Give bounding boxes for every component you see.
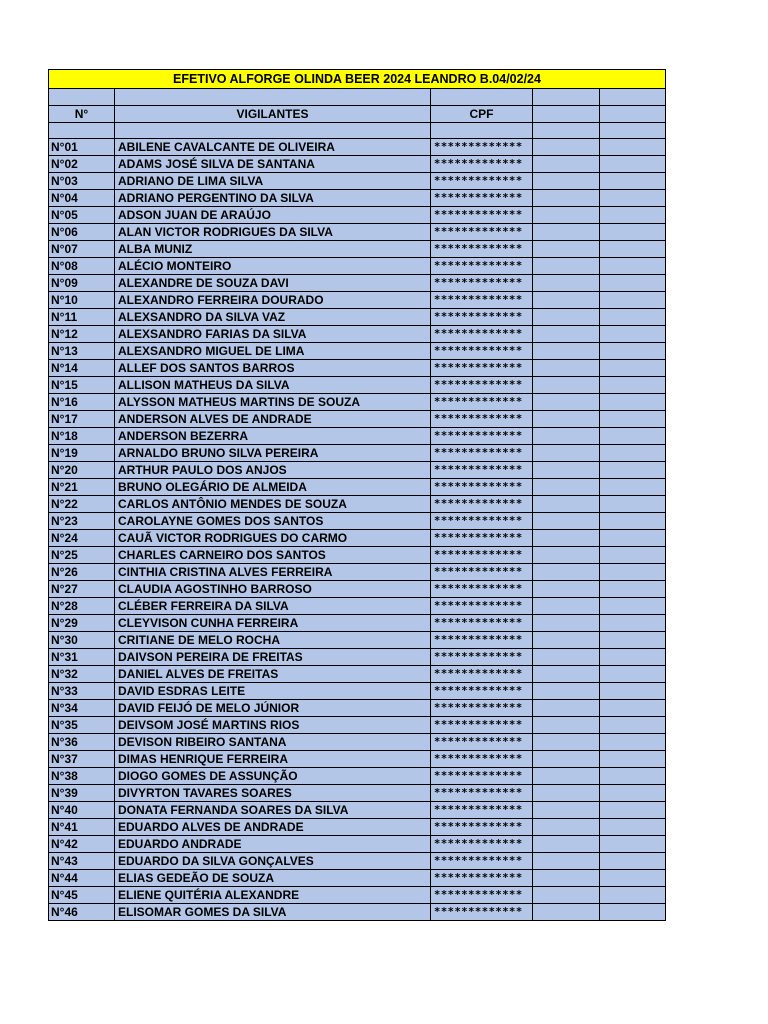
guard-name[interactable]: CHARLES CARNEIRO DOS SANTOS: [115, 547, 431, 564]
empty-cell[interactable]: [533, 105, 600, 122]
cpf-value[interactable]: *************: [431, 445, 533, 462]
blank-row: [49, 122, 666, 139]
empty-cell[interactable]: [533, 513, 600, 530]
cpf-value[interactable]: *************: [431, 377, 533, 394]
empty-cell[interactable]: [431, 89, 533, 106]
empty-cell[interactable]: [533, 564, 600, 581]
empty-cell[interactable]: [533, 700, 600, 717]
table-row: [49, 513, 666, 530]
empty-cell[interactable]: [600, 326, 666, 343]
guard-name[interactable]: DAVID ESDRAS LEITE: [115, 683, 431, 700]
empty-cell[interactable]: [533, 428, 600, 445]
table-row: [49, 411, 666, 428]
empty-cell[interactable]: [533, 173, 600, 190]
cpf-value[interactable]: *************: [431, 751, 533, 768]
table-row: [49, 700, 666, 717]
guard-name[interactable]: ALEXSANDRO FARIAS DA SILVA: [115, 326, 431, 343]
cpf-value[interactable]: *************: [431, 275, 533, 292]
empty-cell[interactable]: [533, 819, 600, 836]
empty-cell[interactable]: [600, 105, 666, 122]
empty-cell[interactable]: [533, 377, 600, 394]
empty-cell[interactable]: [533, 785, 600, 802]
empty-cell[interactable]: [533, 479, 600, 496]
guard-name[interactable]: ARTHUR PAULO DOS ANJOS: [115, 462, 431, 479]
empty-cell[interactable]: [533, 598, 600, 615]
table-row: [49, 241, 666, 258]
guard-name[interactable]: DAVID FEIJÓ DE MELO JÚNIOR: [115, 700, 431, 717]
row-number[interactable]: N°24: [49, 530, 115, 547]
table-row: [49, 887, 666, 904]
guard-name[interactable]: ELIENE QUITÉRIA ALEXANDRE: [115, 887, 431, 904]
table-row: [49, 734, 666, 751]
guard-name[interactable]: EDUARDO ALVES DE ANDRADE: [115, 819, 431, 836]
empty-cell[interactable]: [533, 275, 600, 292]
row-number[interactable]: N°07: [49, 241, 115, 258]
empty-cell[interactable]: [600, 479, 666, 496]
empty-cell[interactable]: [600, 445, 666, 462]
cpf-value[interactable]: *************: [431, 547, 533, 564]
guard-name[interactable]: CAROLAYNE GOMES DOS SANTOS: [115, 513, 431, 530]
empty-cell[interactable]: [533, 649, 600, 666]
empty-cell[interactable]: [533, 836, 600, 853]
cpf-value[interactable]: *************: [431, 802, 533, 819]
header-row: [49, 105, 666, 122]
table-row: [49, 785, 666, 802]
empty-cell[interactable]: [600, 309, 666, 326]
cpf-value[interactable]: *************: [431, 632, 533, 649]
cpf-value[interactable]: *************: [431, 360, 533, 377]
table-row: [49, 547, 666, 564]
guard-name[interactable]: DANIEL ALVES DE FREITAS: [115, 666, 431, 683]
table-row: [49, 360, 666, 377]
empty-cell[interactable]: [600, 394, 666, 411]
guard-name[interactable]: ALÉCIO MONTEIRO: [115, 258, 431, 275]
empty-cell[interactable]: [533, 581, 600, 598]
empty-cell[interactable]: [600, 717, 666, 734]
table-row: [49, 632, 666, 649]
table-row: [49, 207, 666, 224]
empty-cell[interactable]: [533, 683, 600, 700]
empty-cell[interactable]: [533, 309, 600, 326]
guard-name[interactable]: ALBA MUNIZ: [115, 241, 431, 258]
row-number[interactable]: N°11: [49, 309, 115, 326]
row-number[interactable]: N°46: [49, 904, 115, 921]
guard-name[interactable]: ANDERSON ALVES DE ANDRADE: [115, 411, 431, 428]
cpf-value[interactable]: *************: [431, 173, 533, 190]
row-number[interactable]: N°04: [49, 190, 115, 207]
empty-cell[interactable]: [600, 547, 666, 564]
guard-name[interactable]: ALLISON MATHEUS DA SILVA: [115, 377, 431, 394]
blank-row: [49, 89, 666, 106]
empty-cell[interactable]: [533, 207, 600, 224]
cpf-value[interactable]: *************: [431, 615, 533, 632]
empty-cell[interactable]: [533, 241, 600, 258]
empty-cell[interactable]: [115, 89, 431, 106]
row-number[interactable]: N°17: [49, 411, 115, 428]
empty-cell[interactable]: [600, 785, 666, 802]
row-number[interactable]: N°39: [49, 785, 115, 802]
table-row: [49, 836, 666, 853]
table-row: [49, 326, 666, 343]
table-row: [49, 853, 666, 870]
guard-name[interactable]: ARNALDO BRUNO SILVA PEREIRA: [115, 445, 431, 462]
guard-name[interactable]: CLAUDIA AGOSTINHO BARROSO: [115, 581, 431, 598]
empty-cell[interactable]: [600, 632, 666, 649]
cpf-value[interactable]: *************: [431, 309, 533, 326]
table-row: [49, 598, 666, 615]
guard-name[interactable]: EDUARDO DA SILVA GONÇALVES: [115, 853, 431, 870]
guard-name[interactable]: ADAMS JOSÉ SILVA DE SANTANA: [115, 156, 431, 173]
empty-cell[interactable]: [533, 292, 600, 309]
guard-name[interactable]: ALEXANDRO FERREIRA DOURADO: [115, 292, 431, 309]
table-row: [49, 258, 666, 275]
empty-cell[interactable]: [600, 734, 666, 751]
guard-name[interactable]: CAUÃ VICTOR RODRIGUES DO CARMO: [115, 530, 431, 547]
row-number[interactable]: N°35: [49, 717, 115, 734]
cpf-value[interactable]: *************: [431, 394, 533, 411]
cpf-value[interactable]: *************: [431, 581, 533, 598]
table-row: [49, 530, 666, 547]
empty-cell[interactable]: [600, 139, 666, 156]
empty-cell[interactable]: [533, 326, 600, 343]
table-row: [49, 564, 666, 581]
empty-cell[interactable]: [49, 89, 115, 106]
row-number[interactable]: N°16: [49, 394, 115, 411]
cpf-value[interactable]: *************: [431, 683, 533, 700]
cpf-value[interactable]: *************: [431, 734, 533, 751]
table-row: [49, 445, 666, 462]
table-row: [49, 581, 666, 598]
cpf-value[interactable]: *************: [431, 853, 533, 870]
guard-name[interactable]: CLEYVISON CUNHA FERREIRA: [115, 615, 431, 632]
empty-cell[interactable]: [49, 122, 115, 139]
cpf-value[interactable]: *************: [431, 479, 533, 496]
cpf-value[interactable]: *************: [431, 462, 533, 479]
empty-cell[interactable]: [533, 734, 600, 751]
table-row: [49, 173, 666, 190]
empty-cell[interactable]: [600, 615, 666, 632]
table-row: [49, 394, 666, 411]
cpf-value[interactable]: *************: [431, 700, 533, 717]
row-number[interactable]: N°36: [49, 734, 115, 751]
empty-cell[interactable]: [600, 819, 666, 836]
empty-cell[interactable]: [533, 411, 600, 428]
guard-name[interactable]: DAIVSON PEREIRA DE FREITAS: [115, 649, 431, 666]
table-row: [49, 666, 666, 683]
empty-cell[interactable]: [533, 139, 600, 156]
empty-cell[interactable]: [600, 89, 666, 106]
row-number[interactable]: N°38: [49, 768, 115, 785]
empty-cell[interactable]: [600, 190, 666, 207]
empty-cell[interactable]: [600, 768, 666, 785]
guard-name[interactable]: CRITIANE DE MELO ROCHA: [115, 632, 431, 649]
empty-cell[interactable]: [600, 411, 666, 428]
empty-cell[interactable]: [600, 343, 666, 360]
row-number[interactable]: N°31: [49, 649, 115, 666]
guard-name[interactable]: CLÉBER FERREIRA DA SILVA: [115, 598, 431, 615]
empty-cell[interactable]: [533, 343, 600, 360]
row-number[interactable]: N°06: [49, 224, 115, 241]
guard-name[interactable]: ALAN VICTOR RODRIGUES DA SILVA: [115, 224, 431, 241]
table-row: [49, 904, 666, 921]
empty-cell[interactable]: [533, 717, 600, 734]
guard-name[interactable]: ADRIANO DE LIMA SILVA: [115, 173, 431, 190]
table-row: [49, 428, 666, 445]
empty-cell[interactable]: [600, 887, 666, 904]
cpf-value[interactable]: *************: [431, 530, 533, 547]
roster-table: [48, 69, 666, 921]
row-number[interactable]: N°22: [49, 496, 115, 513]
guard-name[interactable]: DEIVSOM JOSÉ MARTINS RIOS: [115, 717, 431, 734]
empty-cell[interactable]: [533, 156, 600, 173]
cpf-value[interactable]: *************: [431, 428, 533, 445]
table-row: [49, 717, 666, 734]
empty-cell[interactable]: [600, 428, 666, 445]
cpf-value[interactable]: *************: [431, 717, 533, 734]
empty-cell[interactable]: [600, 156, 666, 173]
guard-name[interactable]: BRUNO OLEGÁRIO DE ALMEIDA: [115, 479, 431, 496]
row-number[interactable]: N°45: [49, 887, 115, 904]
empty-cell[interactable]: [533, 547, 600, 564]
table-row: [49, 377, 666, 394]
guard-name[interactable]: CINTHIA CRISTINA ALVES FERREIRA: [115, 564, 431, 581]
guard-name[interactable]: ELISOMAR GOMES DA SILVA: [115, 904, 431, 921]
empty-cell[interactable]: [600, 513, 666, 530]
row-number[interactable]: N°02: [49, 156, 115, 173]
empty-cell[interactable]: [600, 173, 666, 190]
table-row: [49, 309, 666, 326]
title-row: [49, 70, 666, 89]
guard-name[interactable]: ADRIANO PERGENTINO DA SILVA: [115, 190, 431, 207]
row-number[interactable]: N°10: [49, 292, 115, 309]
empty-cell[interactable]: [533, 190, 600, 207]
row-number[interactable]: N°40: [49, 802, 115, 819]
empty-cell[interactable]: [533, 666, 600, 683]
guard-name[interactable]: ALEXSANDRO DA SILVA VAZ: [115, 309, 431, 326]
table-row: [49, 615, 666, 632]
row-number[interactable]: N°29: [49, 615, 115, 632]
cpf-value[interactable]: *************: [431, 292, 533, 309]
guard-name[interactable]: DIVYRTON TAVARES SOARES: [115, 785, 431, 802]
table-row: [49, 649, 666, 666]
cpf-value[interactable]: *************: [431, 819, 533, 836]
empty-cell[interactable]: [533, 632, 600, 649]
empty-cell[interactable]: [600, 751, 666, 768]
cpf-value[interactable]: *************: [431, 326, 533, 343]
table-row: [49, 683, 666, 700]
guard-name[interactable]: DIOGO GOMES DE ASSUNÇÃO: [115, 768, 431, 785]
empty-cell[interactable]: [533, 496, 600, 513]
table-row: [49, 139, 666, 156]
table-row: [49, 870, 666, 887]
empty-cell[interactable]: [533, 768, 600, 785]
empty-cell[interactable]: [600, 258, 666, 275]
empty-cell[interactable]: [600, 700, 666, 717]
empty-cell[interactable]: [600, 836, 666, 853]
table-row: [49, 275, 666, 292]
row-number[interactable]: N°09: [49, 275, 115, 292]
empty-cell[interactable]: [600, 224, 666, 241]
row-number[interactable]: N°43: [49, 853, 115, 870]
table-row: [49, 190, 666, 207]
guard-name[interactable]: ALLEF DOS SANTOS BARROS: [115, 360, 431, 377]
header-vigilantes[interactable]: VIGILANTES: [115, 105, 431, 122]
empty-cell[interactable]: [600, 870, 666, 887]
empty-cell[interactable]: [115, 122, 431, 139]
sheet-title[interactable]: EFETIVO ALFORGE OLINDA BEER 2024 LEANDRO B.04/02/24: [49, 70, 666, 89]
table-row: [49, 751, 666, 768]
empty-cell[interactable]: [533, 853, 600, 870]
table-row: [49, 462, 666, 479]
cpf-value[interactable]: *************: [431, 870, 533, 887]
row-number[interactable]: N°42: [49, 836, 115, 853]
empty-cell[interactable]: [600, 683, 666, 700]
empty-cell[interactable]: [600, 581, 666, 598]
row-number[interactable]: N°34: [49, 700, 115, 717]
row-number[interactable]: N°03: [49, 173, 115, 190]
cpf-value[interactable]: *************: [431, 139, 533, 156]
empty-cell[interactable]: [533, 462, 600, 479]
cpf-value[interactable]: *************: [431, 411, 533, 428]
empty-cell[interactable]: [600, 666, 666, 683]
row-number[interactable]: N°05: [49, 207, 115, 224]
empty-cell[interactable]: [600, 904, 666, 921]
empty-cell[interactable]: [600, 853, 666, 870]
empty-cell[interactable]: [533, 445, 600, 462]
row-number[interactable]: N°14: [49, 360, 115, 377]
row-number[interactable]: N°18: [49, 428, 115, 445]
empty-cell[interactable]: [533, 360, 600, 377]
guard-name[interactable]: ALEXANDRE DE SOUZA DAVI: [115, 275, 431, 292]
empty-cell[interactable]: [600, 462, 666, 479]
empty-cell[interactable]: [600, 598, 666, 615]
row-number[interactable]: N°30: [49, 632, 115, 649]
empty-cell[interactable]: [600, 292, 666, 309]
row-number[interactable]: N°15: [49, 377, 115, 394]
empty-cell[interactable]: [533, 89, 600, 106]
guard-name[interactable]: ABILENE CAVALCANTE DE OLIVEIRA: [115, 139, 431, 156]
row-number[interactable]: N°01: [49, 139, 115, 156]
table-row: [49, 224, 666, 241]
row-number[interactable]: N°44: [49, 870, 115, 887]
empty-cell[interactable]: [600, 122, 666, 139]
cpf-value[interactable]: *************: [431, 904, 533, 921]
empty-cell[interactable]: [533, 258, 600, 275]
table-row: [49, 156, 666, 173]
empty-cell[interactable]: [600, 275, 666, 292]
table-row: [49, 496, 666, 513]
row-number[interactable]: N°20: [49, 462, 115, 479]
guard-name[interactable]: ALYSSON MATHEUS MARTINS DE SOUZA: [115, 394, 431, 411]
cpf-value[interactable]: *************: [431, 649, 533, 666]
empty-cell[interactable]: [533, 615, 600, 632]
empty-cell[interactable]: [533, 224, 600, 241]
cpf-value[interactable]: *************: [431, 496, 533, 513]
row-number[interactable]: N°23: [49, 513, 115, 530]
empty-cell[interactable]: [600, 496, 666, 513]
empty-cell[interactable]: [600, 802, 666, 819]
empty-cell[interactable]: [533, 904, 600, 921]
table-row: [49, 802, 666, 819]
header-cpf[interactable]: CPF: [431, 105, 533, 122]
table-row: [49, 292, 666, 309]
row-number[interactable]: N°32: [49, 666, 115, 683]
table-row: [49, 479, 666, 496]
row-number[interactable]: N°28: [49, 598, 115, 615]
guard-name[interactable]: ELIAS GEDEÃO DE SOUZA: [115, 870, 431, 887]
guard-name[interactable]: ALEXSANDRO MIGUEL DE LIMA: [115, 343, 431, 360]
empty-cell[interactable]: [600, 241, 666, 258]
table-row: [49, 343, 666, 360]
cpf-value[interactable]: *************: [431, 156, 533, 173]
cpf-value[interactable]: *************: [431, 207, 533, 224]
guard-name[interactable]: DONATA FERNANDA SOARES DA SILVA: [115, 802, 431, 819]
empty-cell[interactable]: [600, 649, 666, 666]
row-number[interactable]: N°26: [49, 564, 115, 581]
row-number[interactable]: N°37: [49, 751, 115, 768]
row-number[interactable]: N°41: [49, 819, 115, 836]
cpf-value[interactable]: *************: [431, 513, 533, 530]
cpf-value[interactable]: *************: [431, 241, 533, 258]
cpf-value[interactable]: *************: [431, 887, 533, 904]
guard-name[interactable]: DEVISON RIBEIRO SANTANA: [115, 734, 431, 751]
cpf-value[interactable]: *************: [431, 598, 533, 615]
row-number[interactable]: N°13: [49, 343, 115, 360]
cpf-value[interactable]: *************: [431, 343, 533, 360]
guard-name[interactable]: ANDERSON BEZERRA: [115, 428, 431, 445]
cpf-value[interactable]: *************: [431, 258, 533, 275]
header-num[interactable]: N°: [49, 105, 115, 122]
spreadsheet: [48, 69, 665, 921]
empty-cell[interactable]: [533, 394, 600, 411]
cpf-value[interactable]: *************: [431, 768, 533, 785]
empty-cell[interactable]: [431, 122, 533, 139]
empty-cell[interactable]: [600, 207, 666, 224]
empty-cell[interactable]: [533, 887, 600, 904]
row-number[interactable]: N°12: [49, 326, 115, 343]
row-number[interactable]: N°25: [49, 547, 115, 564]
row-number[interactable]: N°21: [49, 479, 115, 496]
empty-cell[interactable]: [600, 360, 666, 377]
guard-name[interactable]: CARLOS ANTÔNIO MENDES DE SOUZA: [115, 496, 431, 513]
empty-cell[interactable]: [533, 530, 600, 547]
cpf-value[interactable]: *************: [431, 564, 533, 581]
empty-cell[interactable]: [533, 751, 600, 768]
empty-cell[interactable]: [600, 377, 666, 394]
cpf-value[interactable]: *************: [431, 785, 533, 802]
guard-name[interactable]: DIMAS HENRIQUE FERREIRA: [115, 751, 431, 768]
empty-cell[interactable]: [533, 802, 600, 819]
row-number[interactable]: N°27: [49, 581, 115, 598]
row-number[interactable]: N°33: [49, 683, 115, 700]
cpf-value[interactable]: *************: [431, 224, 533, 241]
row-number[interactable]: N°19: [49, 445, 115, 462]
table-row: [49, 819, 666, 836]
guard-name[interactable]: ADSON JUAN DE ARAÚJO: [115, 207, 431, 224]
empty-cell[interactable]: [600, 530, 666, 547]
cpf-value[interactable]: *************: [431, 190, 533, 207]
row-number[interactable]: N°08: [49, 258, 115, 275]
cpf-value[interactable]: *************: [431, 836, 533, 853]
empty-cell[interactable]: [533, 870, 600, 887]
empty-cell[interactable]: [533, 122, 600, 139]
cpf-value[interactable]: *************: [431, 666, 533, 683]
table-row: [49, 768, 666, 785]
empty-cell[interactable]: [600, 564, 666, 581]
guard-name[interactable]: EDUARDO ANDRADE: [115, 836, 431, 853]
